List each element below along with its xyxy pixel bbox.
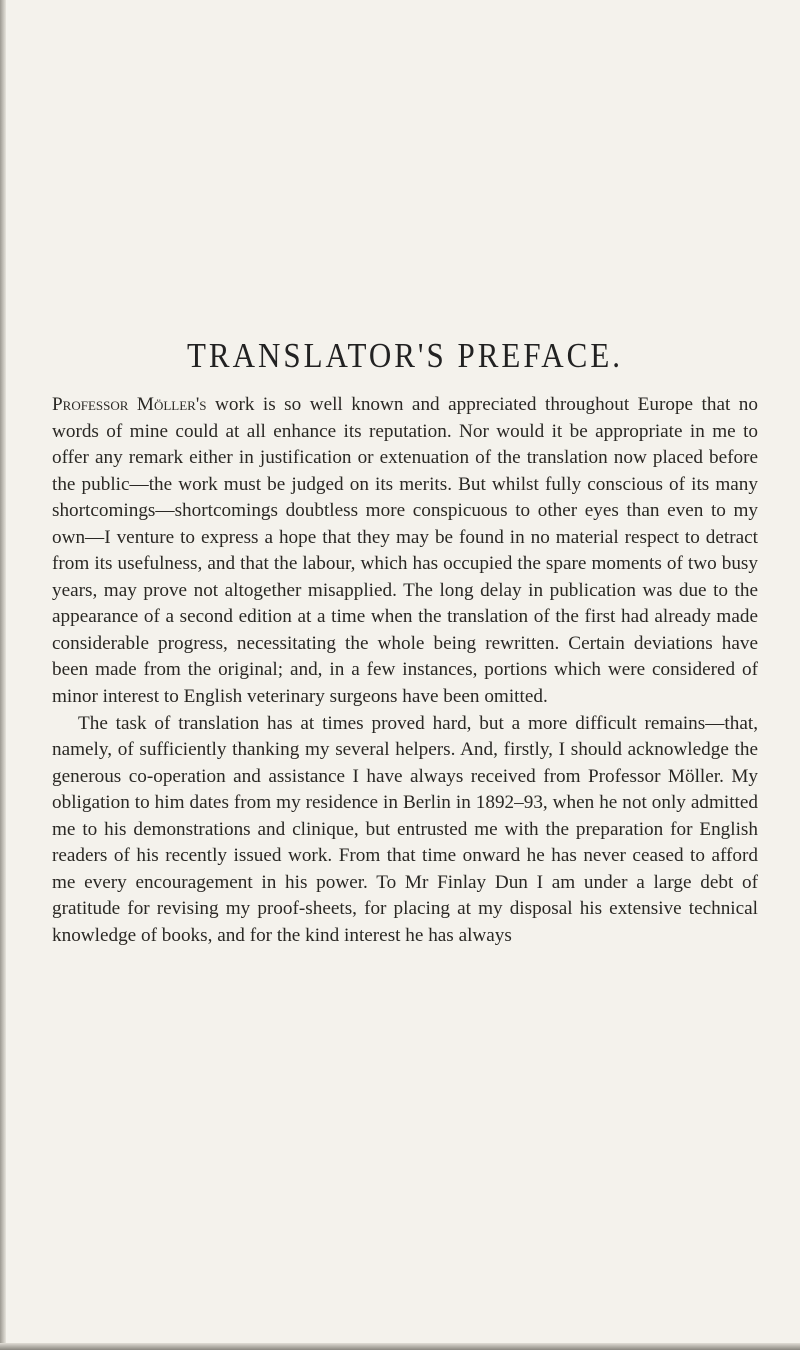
document-page bbox=[52, 335, 758, 949]
page-bottom-edge-shadow bbox=[0, 1343, 800, 1350]
paragraph-2-text: The task of translation has at times proved hard, but a more difficult remains—that, namely, of sufficiently thanking my several helpers. And, firstly, I should acknowledge the generous co-operation and assistance I have always received from Professor Möller. My obligation to him dates from my residence in Berlin in 1892–93, when he not only admitted me to his demonstrations and clinique, but entrusted me with the preparation for English readers of his recently issued work. From that time onward he has never ceased to afford me every encouragement in his power. To Mr Finlay Dun I am under a large debt of gratitude for revising my proof-sheets, for placing at my disposal his extensive technical knowledge of books, and for the kind interest he has always bbox=[52, 712, 758, 946]
paragraph-2 bbox=[52, 711, 758, 950]
paragraph-1 bbox=[52, 392, 758, 711]
paragraph-1-text: work is so well known and appreciated throughout Europe that no words of mine could at all enhance its reputation. Nor would it be appropriate in me to offer any remark either in justification or extenuation of the translation now placed before the public—the work must be judged on its merits. But whilst fully conscious of its many shortcomings—shortcomings doubtless more conspicuous to other eyes than even to my own—I venture to express a hope that they may be found in no material respect to detract from its usefulness, and that the labour, which has occupied the spare moments of two busy years, may prove not altogether misapplied. The long delay in publication was due to the appearance of a second edition at a time when the translation of the first had already made considerable progress, necessitating the whole being rewritten. Certain deviations have been made from the original; and, in a few instances, portions which were considered of minor interest to English veterinary surgeons have been omitted. bbox=[52, 394, 758, 708]
paragraph-1-lead-in: Professor Möller's bbox=[52, 394, 207, 415]
page-left-edge-shadow bbox=[0, 0, 6, 1350]
page-title: TRANSLATOR'S PREFACE. bbox=[186, 335, 624, 376]
